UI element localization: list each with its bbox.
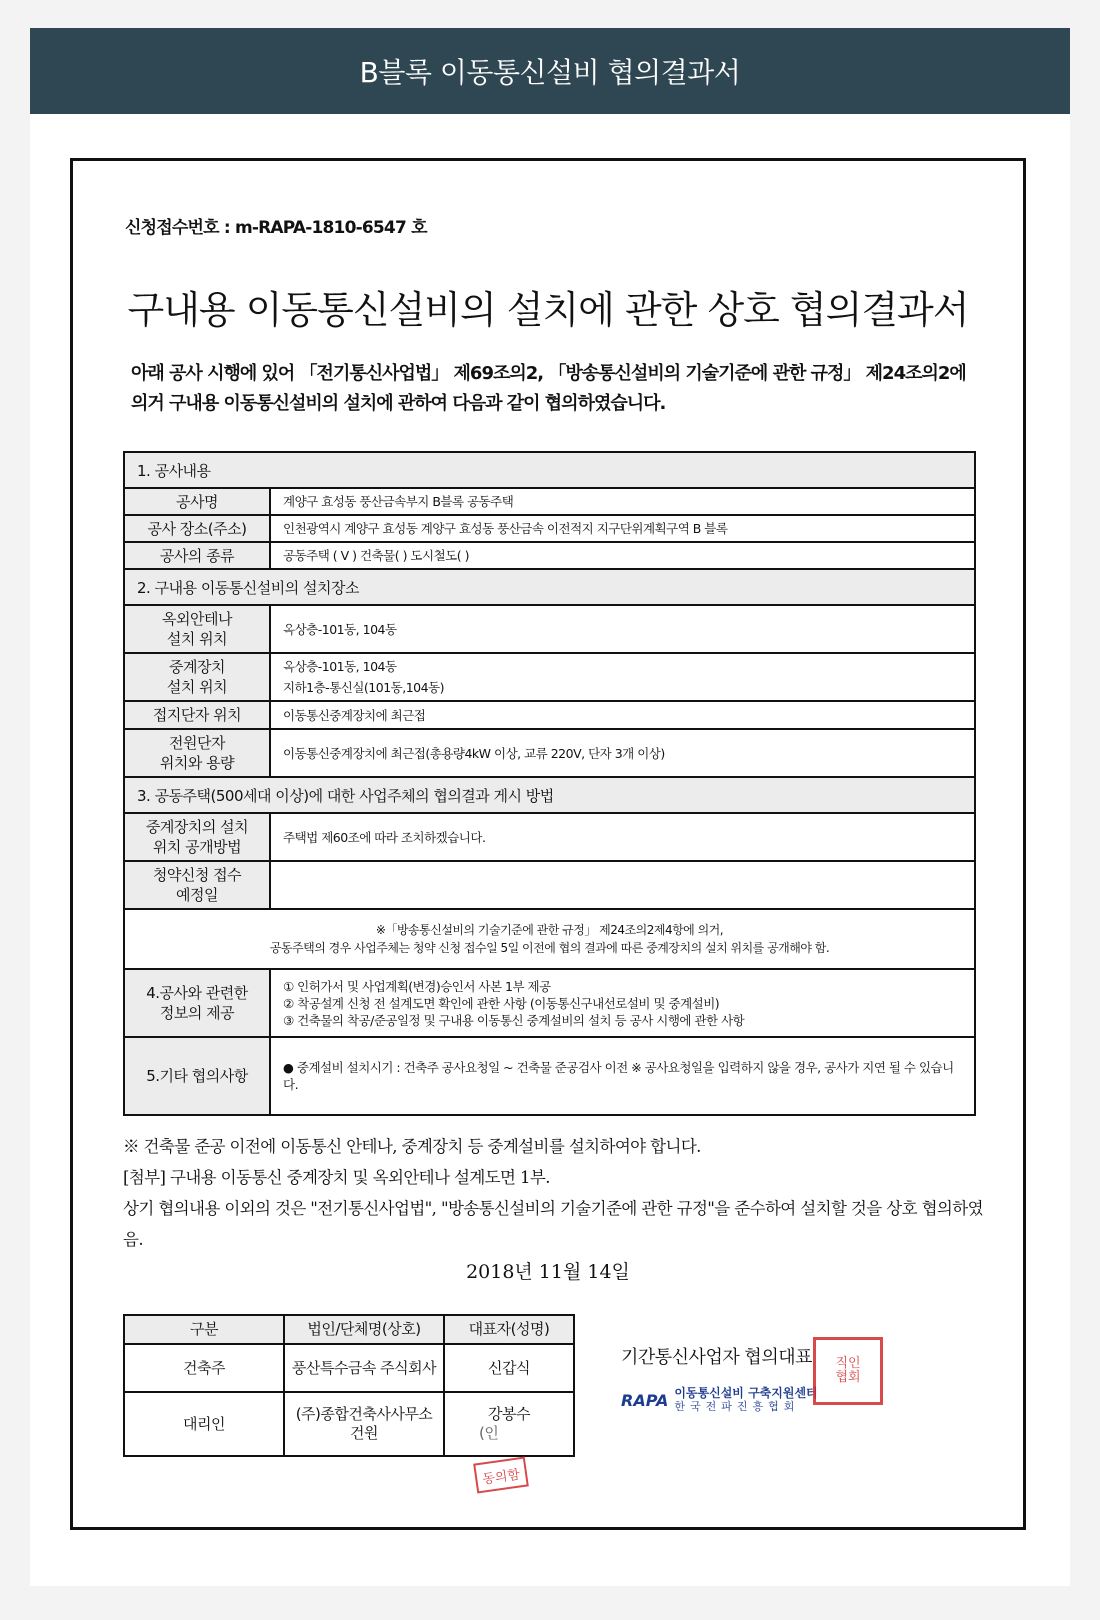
info-item: ③ 건축물의 착공/준공일정 및 구내용 이동통신 중계설비의 설치 등 공사 시행에 관한 사항 <box>283 1012 745 1028</box>
closing-line: ※ 건축물 준공 이전에 이동통신 안테나, 중계장치 등 중계설비를 설치하여야 합니다. <box>123 1137 701 1156</box>
label-line: 설치 위치 <box>166 678 228 696</box>
agency-name-block <box>674 1387 817 1413</box>
row-value: 계양구 효성동 풍산금속부지 B블록 공동주택 <box>270 488 975 515</box>
label-line: 전원단자 <box>169 734 225 752</box>
sig-header: 대표자(성명) <box>444 1315 574 1344</box>
row-label: 공사의 종류 <box>124 542 270 569</box>
document-title: 구내용 이동통신설비의 설치에 관한 상호 협의결과서 <box>127 288 969 332</box>
label-line: 설치 위치 <box>166 630 228 648</box>
sig-role: 대리인 <box>124 1392 284 1456</box>
info-item: ② 착공설계 신청 전 설계도면 확인에 관한 사항 (이동통신구내선로설비 및 중계설비) <box>283 995 720 1011</box>
agreement-table <box>123 451 976 1116</box>
sig-company: (주)종합건축사사무소 건원 <box>284 1392 444 1456</box>
row-label <box>124 605 270 653</box>
row-value <box>270 861 975 909</box>
row-value: 이동통신중계장치에 최근접 <box>270 701 975 729</box>
label-line: 예정일 <box>176 886 218 904</box>
sig-representative: 신갑식 <box>444 1344 574 1392</box>
row-value <box>270 969 975 1037</box>
agency-org: 한국전파진흥협회 <box>674 1400 800 1413</box>
label-line: 정보의 제공 <box>159 1004 235 1022</box>
receipt-number: 신청접수번호 : m-RAPA-1810-6547 호 <box>125 218 427 238</box>
value-line: 옥상층-101동, 104동 <box>283 659 397 674</box>
label-line: 중계장치 <box>169 658 225 676</box>
row-label <box>124 813 270 861</box>
label-line: 위치 공개방법 <box>152 838 242 856</box>
page-header <box>30 28 1070 114</box>
sig-header: 법인/단체명(상호) <box>284 1315 444 1344</box>
label-line: 중계장치의 설치 <box>145 818 249 836</box>
section-title: 2. 구내용 이동통신설비의 설치장소 <box>124 569 975 605</box>
notice-line: 공동주택의 경우 사업주체는 청약 신청 접수일 5일 이전에 협의 결과에 따른 중계장치의 설치 위치를 공개해야 함. <box>269 941 830 955</box>
agreement-document <box>70 158 1026 1530</box>
agency-label: 기간통신사업자 협의대표 <box>621 1347 812 1368</box>
row-value: ● 중계설비 설치시기 : 건축주 공사요청일 ~ 건축물 준공검사 이전 ※ 공사요청일을 입력하지 않을 경우, 공사가 지연 될 수 있습니다. <box>270 1037 975 1115</box>
row-value: 주택법 제60조에 따라 조치하겠습니다. <box>270 813 975 861</box>
row-label: 공사 장소(주소) <box>124 515 270 542</box>
section-title: 3. 공동주택(500세대 이상)에 대한 사업주체의 협의결과 게시 방법 <box>124 777 975 813</box>
row-value: 인천광역시 계양구 효성동 계양구 효성동 풍산금속 이전적지 지구단위계획구역 B 블록 <box>270 515 975 542</box>
label-line: 4.공사와 관련한 <box>146 984 248 1002</box>
row-value <box>270 653 975 701</box>
closing-text <box>123 1131 993 1255</box>
agency-logo-block <box>621 1387 818 1413</box>
value-line: 지하1층-통신실(101동,104동) <box>283 680 445 695</box>
page-title: B블록 이동통신설비 협의결과서 <box>359 56 741 89</box>
row-label: 5.기타 협의사항 <box>124 1037 270 1115</box>
sig-representative: 강봉수 <box>488 1405 530 1423</box>
notice-cell <box>124 909 975 969</box>
rapa-logo: RAPA <box>621 1390 669 1410</box>
seal-prefix: (인 <box>479 1424 499 1442</box>
signature-table <box>123 1314 575 1457</box>
row-label <box>124 653 270 701</box>
row-value: 옥상층-101동, 104동 <box>270 605 975 653</box>
notice-line: ※「방송통신설비의 기술기준에 관한 규정」 제24조의2제4항에 의거, <box>375 923 724 937</box>
sig-company: 풍산특수금속 주식회사 <box>284 1344 444 1392</box>
closing-line: [첨부] 구내용 이동통신 중계장치 및 옥외안테나 설계도면 1부. <box>123 1168 550 1187</box>
closing-line: 상기 협의내용 이외의 것은 "전기통신사업법", "방송통신설비의 기술기준에 관한 규정"을 준수하여 설치할 것을 상호 협의하였음. <box>123 1199 983 1249</box>
agreement-seal-stamp: 동의함 <box>473 1457 529 1494</box>
document-date: 2018년 11월 14일 <box>466 1261 630 1283</box>
label-line: 위치와 용량 <box>159 754 235 772</box>
row-label <box>124 729 270 777</box>
agency-name: 이동통신설비 구축지원센터 <box>674 1386 818 1400</box>
row-value: 공동주택 ( V ) 건축물( ) 도시철도( ) <box>270 542 975 569</box>
info-item: ① 인허가서 및 사업계획(변경)승인서 사본 1부 제공 <box>283 978 551 994</box>
sig-role: 건축주 <box>124 1344 284 1392</box>
sig-representative-cell <box>444 1392 574 1456</box>
label-line: 옥외안테나 <box>162 610 232 628</box>
row-label <box>124 969 270 1037</box>
sig-header: 구분 <box>124 1315 284 1344</box>
row-label <box>124 861 270 909</box>
section-title: 1. 공사내용 <box>124 452 975 488</box>
label-line: 청약신청 접수 <box>152 866 242 884</box>
row-label: 공사명 <box>124 488 270 515</box>
intro-paragraph: 아래 공사 시행에 있어 「전기통신사업법」 제69조의2, 「방송통신설비의 기술기준에 관한 규정」 제24조의2에 의거 구내용 이동통신설비의 설치에 관하여 다음과 같이 협의하였습니다. <box>131 363 966 414</box>
row-value: 이동통신중계장치에 최근접(총용량4kW 이상, 교류 220V, 단자 3개 이상) <box>270 729 975 777</box>
row-label: 접지단자 위치 <box>124 701 270 729</box>
official-seal-stamp: 직인 협회 <box>813 1337 883 1405</box>
